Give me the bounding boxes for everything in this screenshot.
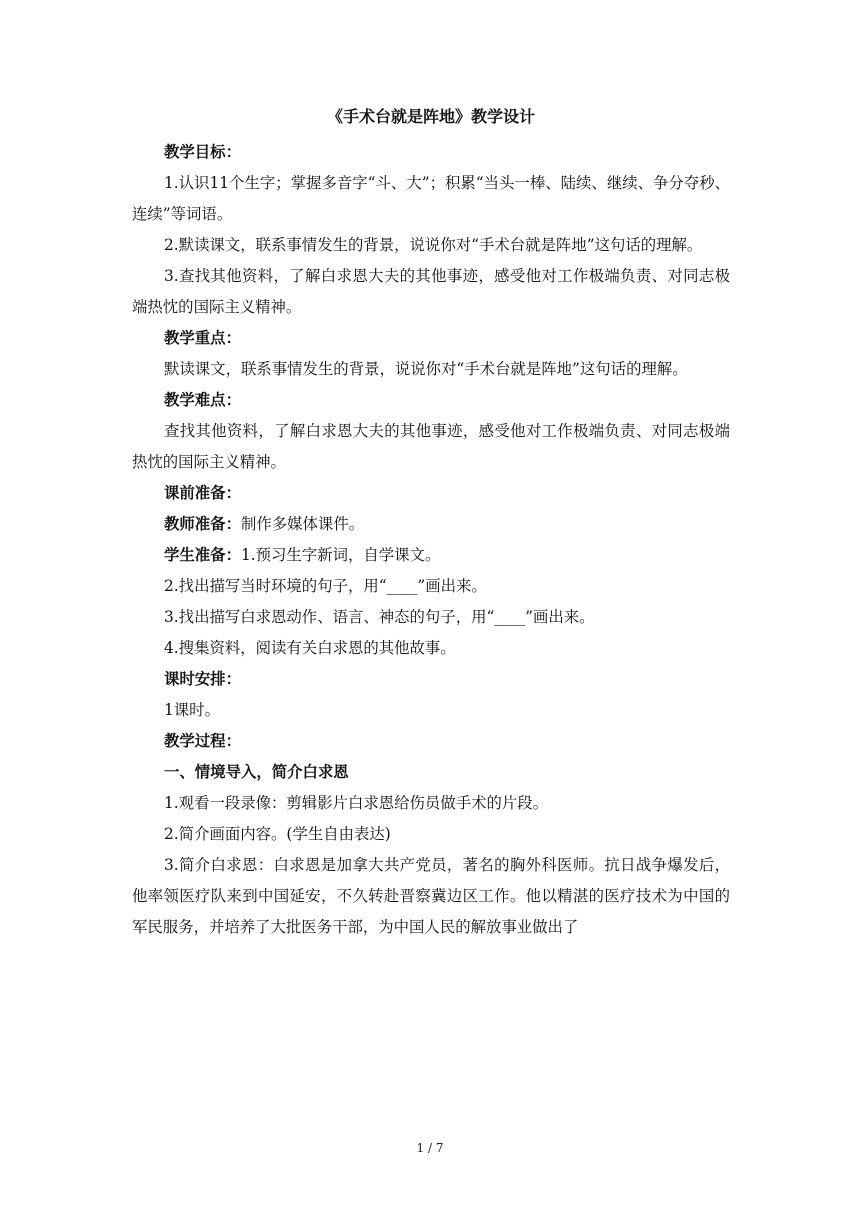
student-preparation-item-2: 2.找出描写当时环境的句子，用“____”画出来。	[164, 577, 487, 595]
key-points-heading: 教学重点：	[164, 329, 241, 347]
difficulty-heading: 教学难点：	[164, 391, 241, 409]
student-preparation-item-1: 1.预习生字新词，自学课文。	[240, 546, 441, 564]
student-preparation-item-3: 3.找出描写白求恩动作、语言、神态的句子，用“____”画出来。	[164, 608, 595, 626]
process-heading: 教学过程：	[164, 732, 241, 750]
goal-item-2: 2.默读课文，联系事情发生的背景，说说你对“手术台就是阵地”这句话的理解。	[164, 236, 703, 254]
document-title: 《手术台就是阵地》教学设计	[326, 107, 535, 126]
student-preparation-label: 学生准备：	[164, 546, 241, 564]
process-step-2: 2.简介画面内容。(学生自由表达)	[164, 825, 391, 843]
goals-heading: 教学目标：	[164, 143, 241, 161]
teacher-preparation-label: 教师准备：	[164, 515, 241, 533]
key-points-text: 默读课文，联系事情发生的背景，说说你对“手术台就是阵地”这句话的理解。	[164, 360, 688, 378]
teacher-preparation	[132, 509, 730, 540]
student-preparation-item-4: 4.搜集资料，阅读有关白求恩的其他故事。	[164, 639, 456, 657]
section-1-heading: 一、情境导入，简介白求恩	[164, 763, 349, 781]
document-body	[132, 106, 730, 943]
difficulty-text: 查找其他资料，了解白求恩大夫的其他事迹，感受他对工作极端负责、对同志极端热忱的国际主义精神。	[132, 422, 730, 471]
teacher-preparation-text: 制作多媒体课件。	[240, 515, 365, 533]
preparation-heading: 课前准备：	[164, 484, 241, 502]
goal-item-1: 1.认识11个生字；掌握多音字“斗、大”；积累“当头一棒、陆续、继续、争分夺秒、连续”等词语。	[132, 174, 730, 223]
schedule-heading: 课时安排：	[164, 670, 241, 688]
student-preparation	[132, 540, 730, 571]
goal-item-3: 3.查找其他资料，了解白求恩大夫的其他事迹，感受他对工作极端负责、对同志极端热忱的国际主义精神。	[132, 267, 730, 316]
process-step-1: 1.观看一段录像：剪辑影片白求恩给伤员做手术的片段。	[164, 794, 549, 812]
schedule-text: 1课时。	[164, 701, 220, 719]
page-number: 1 / 7	[416, 1141, 444, 1155]
process-step-3: 3.简介白求恩：白求恩是加拿大共产党员，著名的胸外科医师。抗日战争爆发后，他率领医疗队来到中国延安，不久转赴晋察冀边区工作。他以精湛的医疗技术为中国的军民服务，并培养了大批医务干部，为中国人民的解放事业做出了	[132, 856, 730, 936]
